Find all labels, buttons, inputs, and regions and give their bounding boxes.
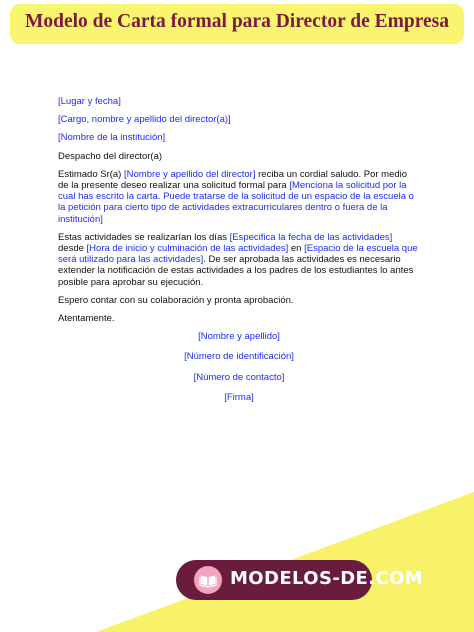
logo-text: MODELOS-DE.COM bbox=[230, 568, 424, 589]
request-intro-text: reciba un cordial saludo. Por medio de la presente deseo realizar una solicitud formal para bbox=[58, 168, 408, 192]
activity-date-field: [Especifica la fecha de las actividades] bbox=[229, 231, 393, 243]
paragraph-schedule bbox=[58, 232, 420, 288]
request-description-field: [Menciona la solicitud por la cual has escrito la carta. Puede tratarse de la solicitud de un espacio de la escuela o la petición para cierto tipo de actividades extracurriculares dentro o fuera de la institución] bbox=[58, 180, 414, 225]
greeting-text: Estimado Sr(a) bbox=[58, 168, 124, 180]
approval-text: . De ser aprobada las actividades es necesario extender la notificación de estas actividades a los padres de los estudiantes lo antes posible para aprobar su ejecución. bbox=[58, 254, 414, 288]
paragraph-request bbox=[58, 169, 420, 225]
in-text: en bbox=[288, 243, 305, 255]
activity-hours-field: [Hora de inicio y culminación de las actividades] bbox=[86, 243, 289, 255]
farewell: Atentamente. bbox=[58, 313, 115, 325]
sender-name-field: [Nombre y apellido] bbox=[198, 331, 280, 343]
signature-field: [Firma] bbox=[224, 391, 254, 403]
office-line: Despacho del director(a) bbox=[58, 150, 163, 162]
contact-number-field: [Número de contacto] bbox=[193, 371, 285, 383]
signature-block bbox=[58, 331, 420, 403]
institution-field: [Nombre de la institución] bbox=[58, 132, 166, 144]
from-text: desde bbox=[58, 243, 87, 255]
closing-line: Espero contar con su colaboración y pronta aprobación. bbox=[58, 294, 294, 306]
letter-body bbox=[58, 96, 420, 403]
id-number-field: [Número de identificación] bbox=[184, 351, 294, 363]
place-date-field: [Lugar y fecha] bbox=[58, 96, 121, 107]
recipient-field: [Cargo, nombre y apellido del director(a)] bbox=[58, 114, 231, 126]
page-title: Modelo de Carta formal para Director de Empresa bbox=[24, 11, 450, 32]
school-space-field: [Espacio de la escuela que será utilizado para las actividades] bbox=[58, 243, 418, 266]
open-book-icon bbox=[194, 566, 222, 594]
modelos-de-logo[interactable] bbox=[176, 560, 424, 600]
title-banner bbox=[10, 4, 464, 44]
director-name-field: [Nombre y apellido del director] bbox=[124, 168, 256, 180]
schedule-intro-text: Estas actividades se realizarían los días bbox=[58, 231, 230, 243]
